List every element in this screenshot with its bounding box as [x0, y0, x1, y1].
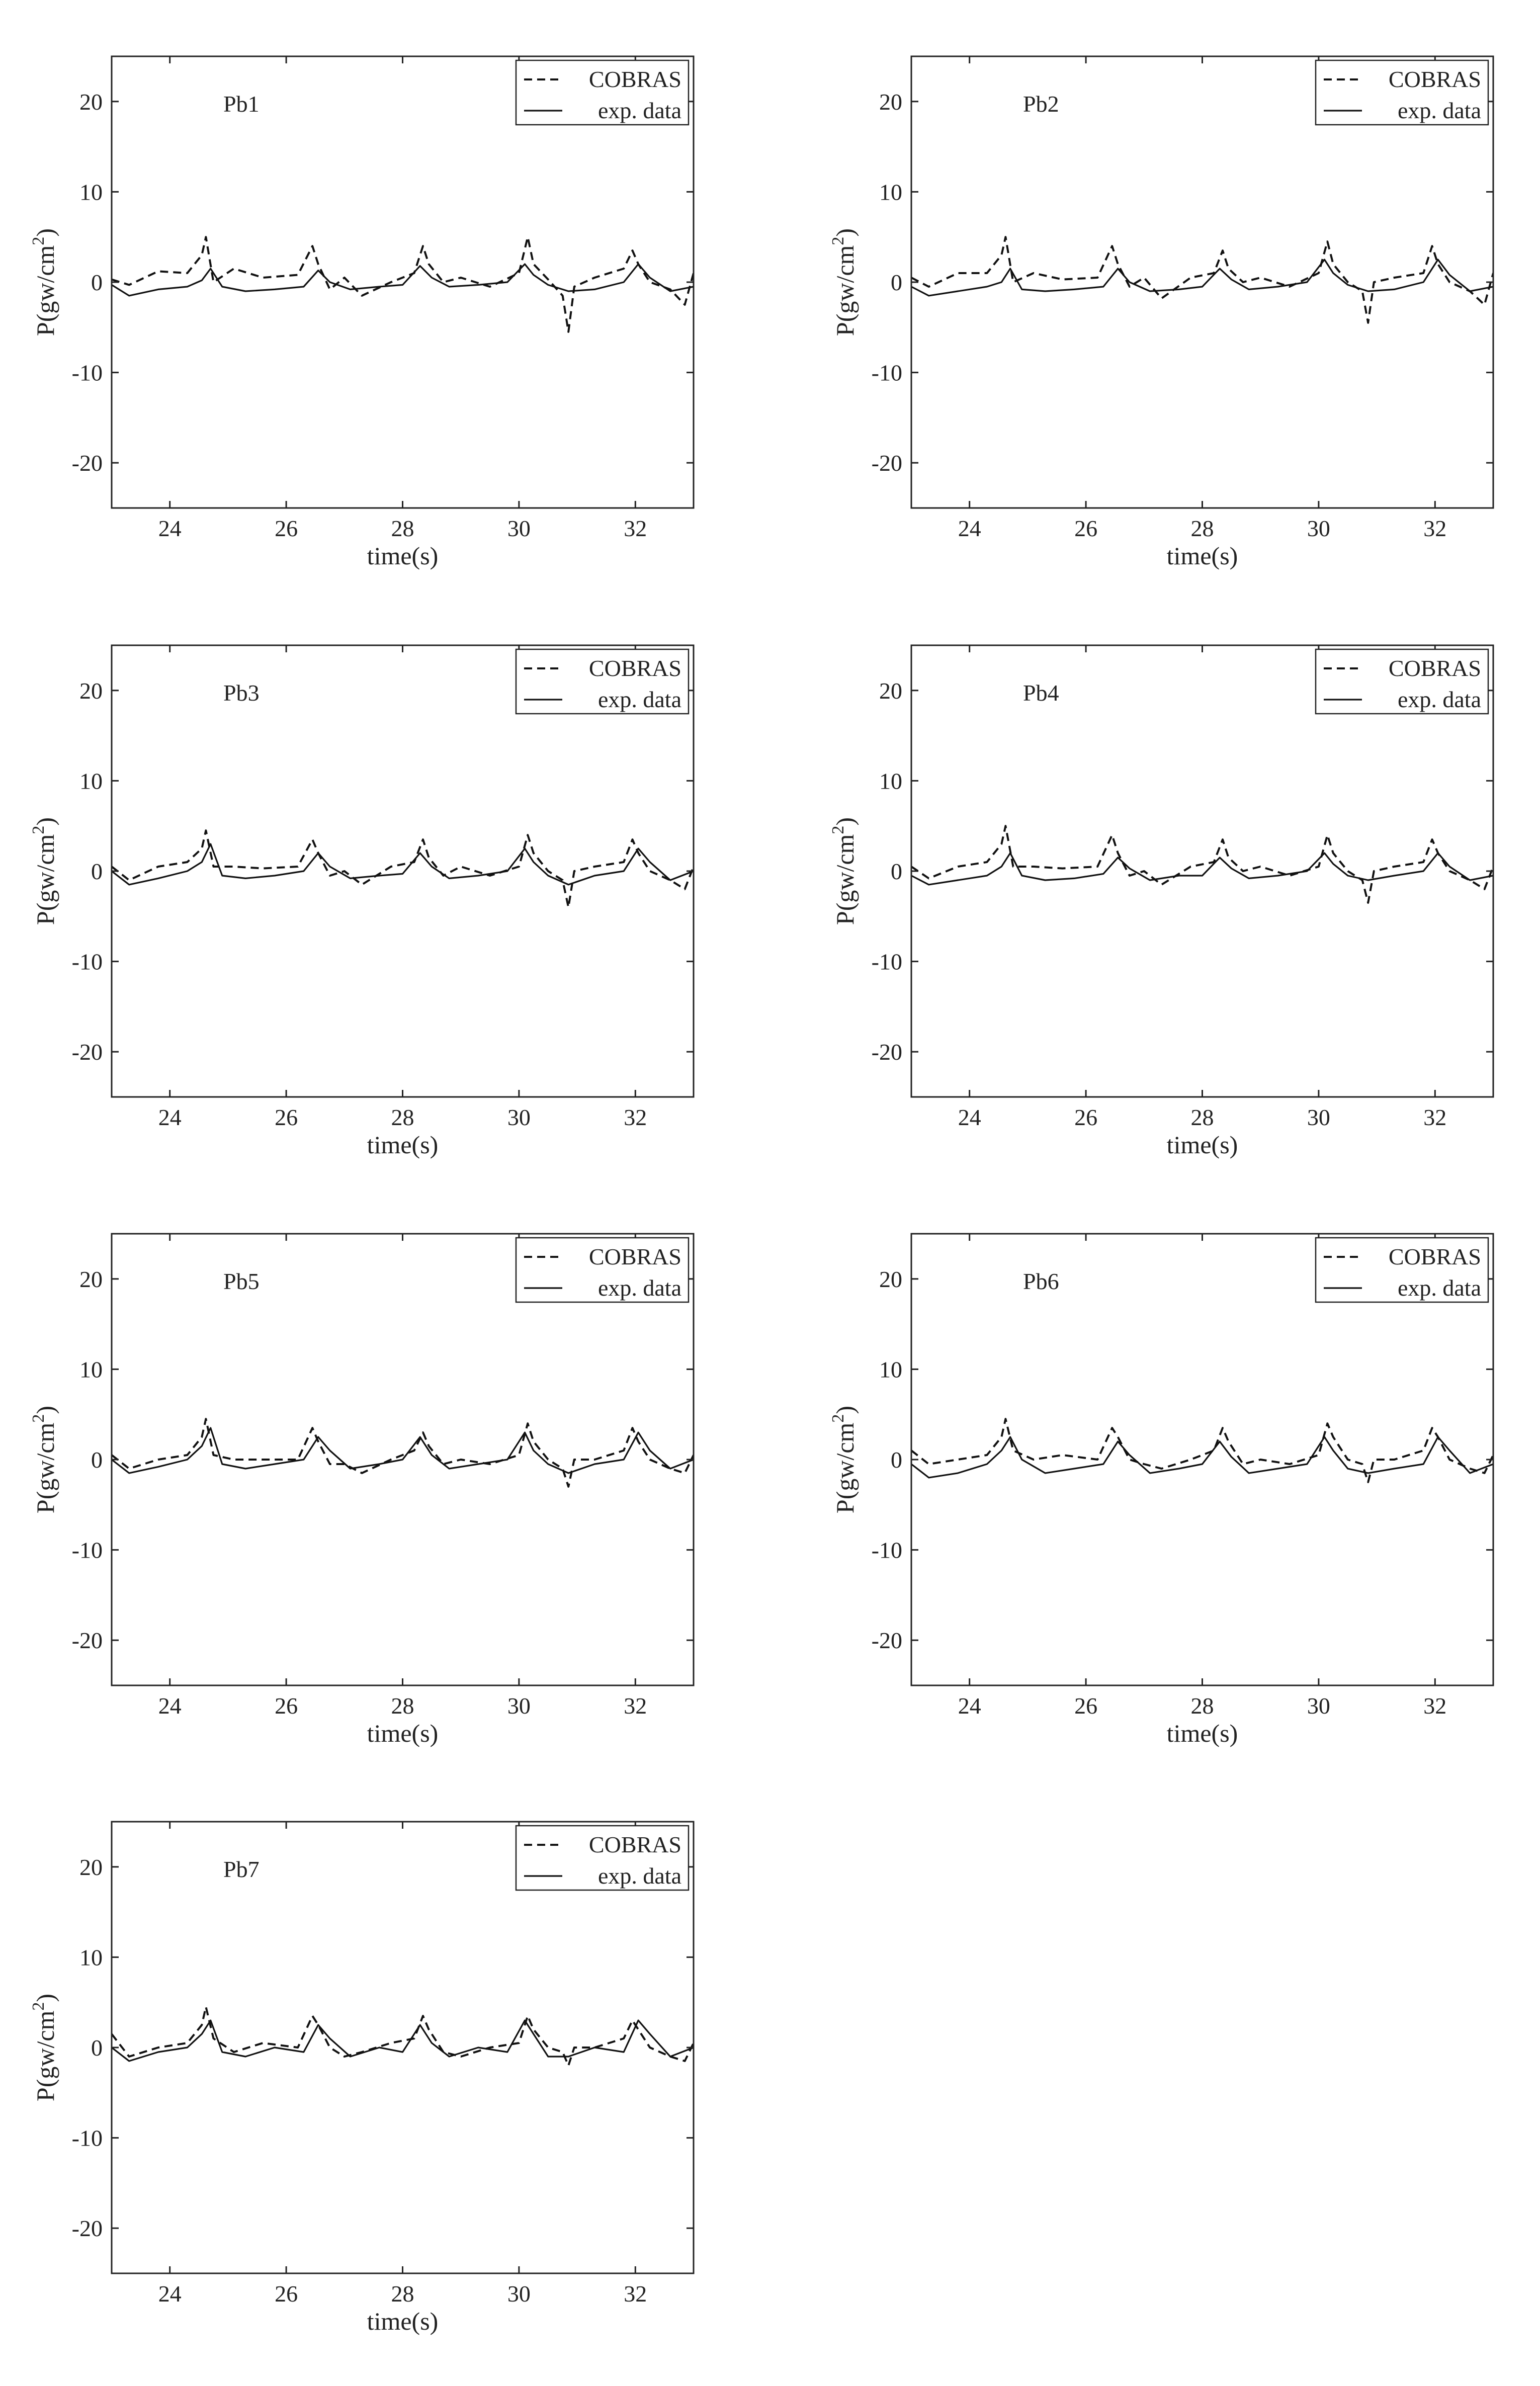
x-axis-title: time(s): [1166, 1131, 1238, 1159]
legend-entry: exp. data: [597, 1863, 681, 1889]
y-tick-label: 0: [891, 1447, 902, 1473]
x-tick-label: 32: [624, 1693, 647, 1719]
x-tick-label: 28: [391, 1693, 414, 1719]
y-tick-label: 0: [91, 859, 103, 884]
legend-entry: exp. data: [1397, 98, 1481, 123]
legend-entry: exp. data: [597, 687, 681, 712]
x-axis-title: time(s): [367, 1719, 439, 1747]
x-tick-label: 32: [624, 1104, 647, 1130]
legend-entry: COBRAS: [588, 1832, 681, 1857]
y-tick-label: 0: [91, 1447, 103, 1473]
x-tick-label: 30: [507, 516, 531, 541]
legend-entry: exp. data: [1397, 687, 1481, 712]
x-tick-label: 24: [158, 516, 182, 541]
y-tick-label: 0: [891, 270, 902, 295]
x-tick-label: 24: [958, 1104, 981, 1130]
series-line-cobras: [911, 1419, 1493, 1482]
y-tick-label: 20: [879, 89, 902, 115]
panel-pb6: [829, 1234, 1493, 1747]
y-tick-label: -10: [871, 949, 902, 975]
x-axis-title: time(s): [1166, 542, 1238, 570]
legend-entry: exp. data: [597, 98, 681, 123]
panel-pb5: [29, 1234, 694, 1747]
x-tick-label: 32: [1423, 516, 1447, 541]
legend-entry: COBRAS: [1388, 66, 1481, 92]
x-tick-label: 28: [391, 516, 414, 541]
x-tick-label: 28: [391, 1104, 414, 1130]
panel-label: Pb2: [1023, 91, 1059, 117]
y-tick-label: -10: [871, 360, 902, 386]
legend-entry: exp. data: [1397, 1275, 1481, 1301]
panel-pb4: [829, 645, 1493, 1159]
y-tick-label: -20: [71, 450, 103, 476]
x-tick-label: 24: [158, 1693, 182, 1719]
legend: [1316, 60, 1488, 125]
y-tick-label: 20: [79, 89, 103, 115]
y-tick-label: -20: [71, 2215, 103, 2242]
panel-label: Pb3: [223, 680, 260, 706]
y-tick-label: 10: [879, 179, 902, 205]
panel-pb1: [29, 56, 694, 570]
x-tick-label: 28: [1190, 1693, 1214, 1719]
x-tick-label: 24: [158, 2281, 182, 2307]
y-tick-label: -10: [71, 949, 103, 975]
x-tick-label: 26: [275, 2281, 298, 2307]
x-tick-label: 24: [958, 516, 981, 541]
x-tick-label: 26: [1074, 516, 1098, 541]
y-tick-label: -20: [71, 1628, 103, 1654]
y-tick-label: -20: [871, 1628, 902, 1654]
y-tick-label: 0: [891, 859, 902, 884]
x-tick-label: 30: [1307, 516, 1330, 541]
series-line-exp-data: [112, 264, 694, 296]
legend-entry: COBRAS: [1388, 1244, 1481, 1269]
legend: [1316, 1238, 1488, 1302]
x-tick-label: 30: [1307, 1104, 1330, 1130]
series-line-exp-data: [911, 853, 1493, 885]
legend: [516, 1826, 689, 1890]
y-tick-label: 20: [879, 1266, 902, 1292]
legend-entry: COBRAS: [588, 655, 681, 681]
x-tick-label: 24: [958, 1693, 981, 1719]
x-tick-label: 30: [507, 1104, 531, 1130]
y-tick-label: 0: [91, 270, 103, 295]
y-tick-label: 10: [79, 1356, 103, 1383]
x-tick-label: 32: [624, 516, 647, 541]
x-tick-label: 26: [1074, 1693, 1098, 1719]
y-tick-label: 0: [91, 2035, 103, 2061]
legend-entry: COBRAS: [1388, 655, 1481, 681]
legend: [1316, 649, 1488, 714]
series-line-cobras: [911, 826, 1493, 903]
y-tick-label: 10: [79, 1944, 103, 1971]
x-axis-title: time(s): [367, 542, 439, 570]
y-tick-label: 20: [79, 1266, 103, 1292]
series-line-exp-data: [911, 1437, 1493, 1478]
y-tick-label: -20: [71, 1039, 103, 1065]
panel-label: Pb7: [223, 1856, 260, 1882]
panel-label: Pb1: [223, 91, 260, 117]
legend: [516, 1238, 689, 1302]
y-tick-label: 20: [879, 677, 902, 704]
x-tick-label: 30: [1307, 1693, 1330, 1719]
x-tick-label: 26: [275, 516, 298, 541]
y-tick-label: 10: [79, 179, 103, 205]
y-tick-label: -10: [71, 360, 103, 386]
legend-entry: COBRAS: [588, 66, 681, 92]
x-tick-label: 26: [275, 1104, 298, 1130]
x-tick-label: 30: [507, 2281, 531, 2307]
legend-entry: COBRAS: [588, 1244, 681, 1269]
series-line-exp-data: [112, 1428, 694, 1473]
y-tick-label: -20: [871, 1039, 902, 1065]
x-tick-label: 24: [158, 1104, 182, 1130]
y-tick-label: -20: [871, 450, 902, 476]
y-axis-title: $P(gw/cm^2)$: [829, 817, 859, 925]
y-axis-title: $P(gw/cm^2)$: [829, 228, 859, 336]
panel-label: Pb5: [223, 1268, 260, 1294]
y-tick-label: 10: [79, 768, 103, 794]
y-axis-title: $P(gw/cm^2)$: [29, 228, 59, 336]
panel-pb3: [29, 645, 694, 1159]
x-tick-label: 32: [624, 2281, 647, 2307]
panel-label: Pb4: [1023, 680, 1059, 706]
y-tick-label: -10: [71, 1537, 103, 1563]
y-tick-label: 10: [879, 768, 902, 794]
series-line-cobras: [112, 1419, 694, 1487]
y-axis-title: $P(gw/cm^2)$: [29, 1405, 59, 1514]
panel-label: Pb6: [1023, 1268, 1059, 1294]
series-line-exp-data: [112, 2020, 694, 2061]
x-tick-label: 28: [1190, 1104, 1214, 1130]
x-tick-label: 30: [507, 1693, 531, 1719]
x-tick-label: 32: [1423, 1104, 1447, 1130]
panel-pb2: [829, 56, 1493, 570]
legend-entry: exp. data: [597, 1275, 681, 1301]
x-axis-title: time(s): [1166, 1719, 1238, 1747]
y-axis-title: $P(gw/cm^2)$: [29, 817, 59, 925]
y-axis-title: $P(gw/cm^2)$: [29, 1993, 59, 2102]
legend: [516, 60, 689, 125]
x-tick-label: 26: [275, 1693, 298, 1719]
x-axis-title: time(s): [367, 2307, 439, 2335]
y-tick-label: 20: [79, 1854, 103, 1880]
y-tick-label: 10: [879, 1356, 902, 1383]
legend: [516, 649, 689, 714]
y-tick-label: 20: [79, 677, 103, 704]
x-tick-label: 32: [1423, 1693, 1447, 1719]
x-tick-label: 26: [1074, 1104, 1098, 1130]
panel-pb7: [29, 1822, 694, 2335]
x-axis-title: time(s): [367, 1131, 439, 1159]
series-line-exp-data: [911, 260, 1493, 296]
series-line-cobras: [911, 237, 1493, 323]
series-line-cobras: [112, 830, 694, 907]
x-tick-label: 28: [391, 2281, 414, 2307]
y-axis-title: $P(gw/cm^2)$: [829, 1405, 859, 1514]
y-tick-label: -10: [71, 2125, 103, 2151]
x-tick-label: 28: [1190, 516, 1214, 541]
y-tick-label: -10: [871, 1537, 902, 1563]
